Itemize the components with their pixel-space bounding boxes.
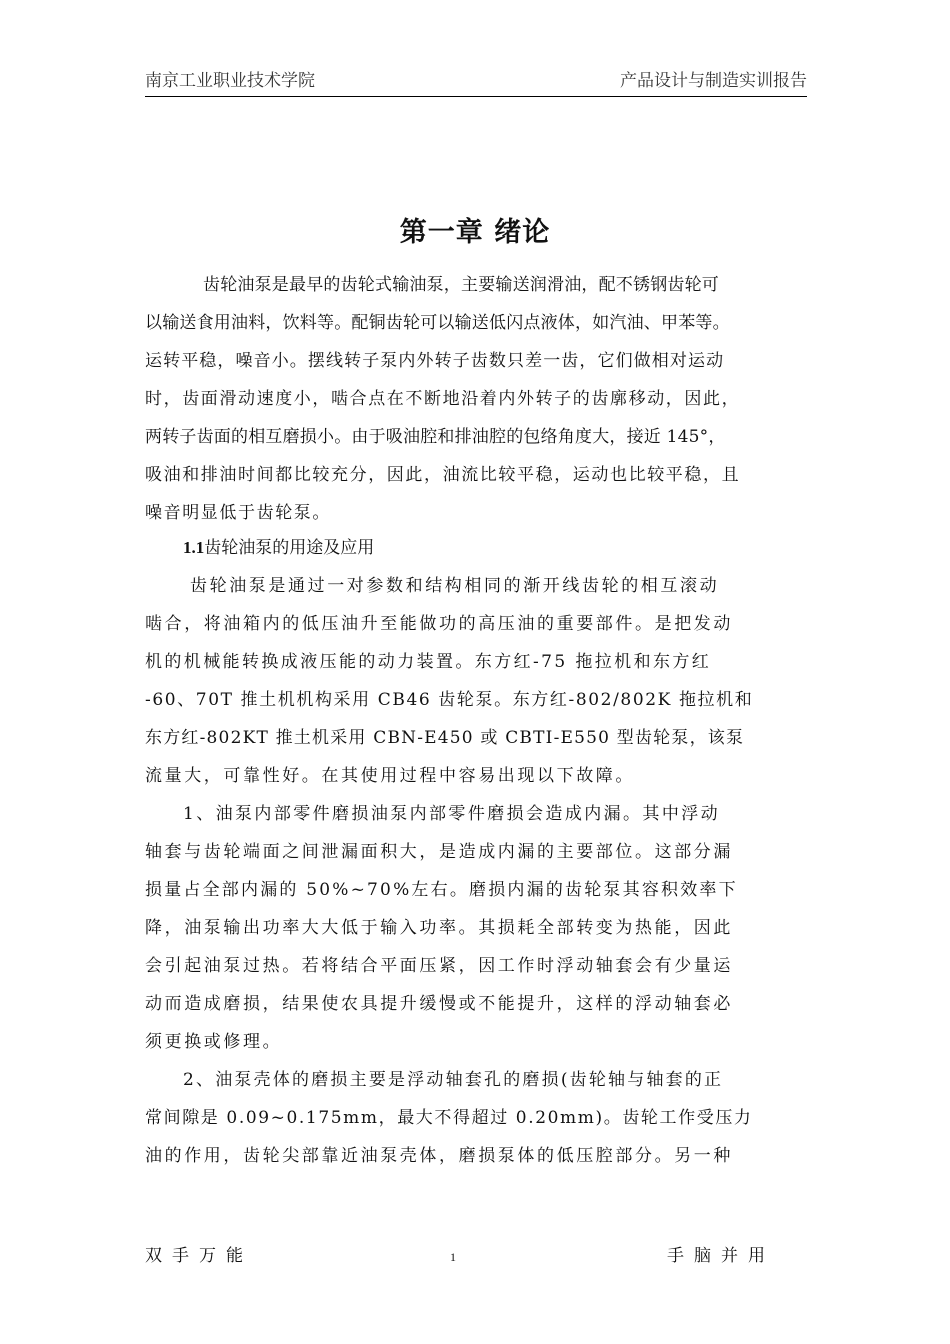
section-number: 1.1 [183, 538, 205, 557]
header-school: 南京工业职业技术学院 [145, 71, 315, 91]
body-line: 2、油泵壳体的磨损主要是浮动轴套孔的磨损(齿轮轴与轴套的正 [183, 1070, 724, 1090]
body-line: 流量大，可靠性好。在其使用过程中容易出现以下故障。 [145, 766, 635, 786]
body-line: 东方红-802KT 推土机采用 CBN-E450 或 CBTI-E550 型齿轮泵，该泵 [145, 728, 745, 748]
body-line: 轴套与齿轮端面之间泄漏面积大，是造成内漏的主要部位。这部分漏 [145, 842, 733, 862]
body-line: 啮合，将油箱内的低压油升至能做功的高压油的重要部件。是把发动 [145, 614, 733, 634]
section-heading [183, 533, 374, 558]
body-line: 常间隙是 0.09~0.175mm，最大不得超过 0.20mm)。齿轮工作受压力 [145, 1108, 753, 1128]
body-line: 机的机械能转换成液压能的动力装置。东方红-75 拖拉机和东方红 [145, 652, 712, 672]
footer-motto-right: 手脑并用 [667, 1246, 775, 1266]
intro-line: 以输送食用油料，饮料等。配铜齿轮可以输送低闪点液体，如汽油、甲苯等。 [145, 313, 730, 333]
body-line: 损量占全部内漏的 50%~70%左右。磨损内漏的齿轮泵其容积效率下 [145, 880, 738, 900]
body-line: 降，油泵输出功率大大低于输入功率。其损耗全部转变为热能，因此 [145, 918, 733, 938]
footer-motto-left: 双手万能 [145, 1246, 253, 1266]
intro-line: 两转子齿面的相互磨损小。由于吸油腔和排油腔的包络角度大，接近 145°， [145, 427, 726, 447]
intro-line: 噪音明显低于齿轮泵。 [145, 503, 331, 523]
page-number: 1 [450, 1250, 456, 1264]
header-report-title: 产品设计与制造实训报告 [620, 71, 807, 91]
chapter-title: 第一章 绪论 [399, 217, 551, 248]
body-line: 须更换或修理。 [145, 1032, 283, 1052]
intro-line: 齿轮油泵是最早的齿轮式输油泵，主要输送润滑油，配不锈钢齿轮可 [203, 275, 719, 295]
intro-line: 时，齿面滑动速度小，啮合点在不断地沿着内外转子的齿廓移动，因此， [145, 389, 741, 409]
intro-line: 吸油和排油时间都比较充分，因此，油流比较平稳，运动也比较平稳，且 [145, 465, 741, 485]
body-line: -60、70T 推土机机构采用 CB46 齿轮泵。东方红-802/802K 拖拉机和 [145, 690, 754, 710]
body-line: 1、油泵内部零件磨损油泵内部零件磨损会造成内漏。其中浮动 [183, 804, 721, 824]
body-line: 动而造成磨损，结果使农具提升缓慢或不能提升，这样的浮动轴套必 [145, 994, 733, 1014]
intro-line: 运转平稳，噪音小。摆线转子泵内外转子齿数只差一齿，它们做相对运动 [145, 351, 725, 371]
body-line: 齿轮油泵是通过一对参数和结构相同的渐开线齿轮的相互滚动 [190, 576, 720, 596]
section-title: 齿轮油泵的用途及应用 [204, 538, 375, 558]
body-line: 会引起油泵过热。若将结合平面压紧，因工作时浮动轴套会有少量运 [145, 956, 733, 976]
page-header [145, 62, 807, 97]
body-line: 油的作用，齿轮尖部靠近油泵壳体，磨损泵体的低压腔部分。另一种 [145, 1146, 733, 1166]
